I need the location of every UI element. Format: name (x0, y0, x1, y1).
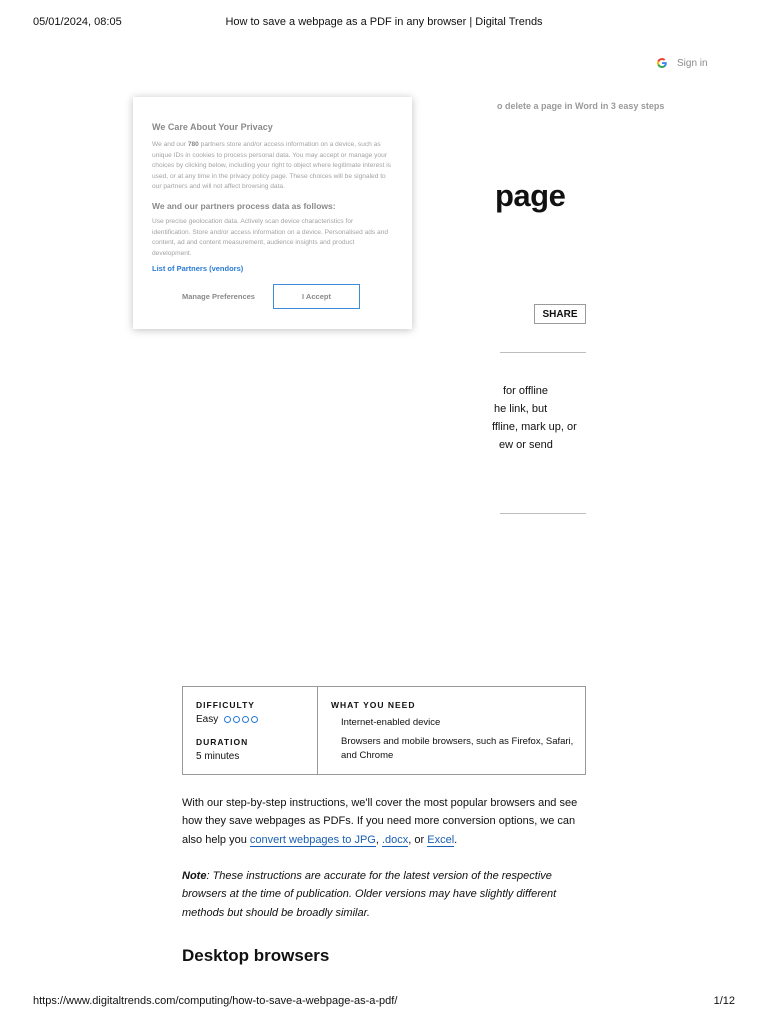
rating-circle-icon (242, 716, 249, 723)
difficulty-rating (224, 716, 258, 723)
intro-line: he link, but (494, 403, 548, 415)
print-page-number: 1/12 (713, 995, 735, 1007)
rating-circle-icon (251, 716, 258, 723)
print-page-title: How to save a webpage as a PDF in any browser | Digital Trends (225, 16, 543, 28)
note-label: Note (182, 870, 207, 882)
consent-subtitle: We and our partners process data as follows: (152, 200, 336, 211)
accept-button[interactable]: I Accept (273, 284, 360, 309)
convert-jpg-link[interactable]: convert webpages to JPG (249, 833, 376, 846)
intro-line: ew or send (499, 439, 553, 451)
rating-circle-icon (233, 716, 240, 723)
consent-title: We Care About Your Privacy (152, 122, 273, 132)
list-item: Browsers and mobile browsers, such as Firefox, Safari, and Chrome (341, 736, 574, 761)
docx-link[interactable]: .docx (381, 833, 409, 846)
info-box (182, 686, 586, 775)
manage-preferences-button[interactable]: Manage Preferences (182, 292, 255, 301)
body-paragraph: With our step-by-step instructions, we'll cover the most popular browsers and see how they save webpages as PDFs. If you need more conversion options, we can also help you convert webpages to JPG, .docx, or Excel. (182, 797, 578, 846)
google-g-icon (656, 57, 668, 69)
print-url: https://www.digitaltrends.com/computing/how-to-save-a-webpage-as-a-pdf/ (33, 995, 398, 1007)
difficulty-label: DIFFICULTY (196, 700, 255, 710)
note-paragraph: Note: These instructions are accurate for the latest version of the respective browsers at the time of publication. Older versions may have slightly different methods but should be broadly similar. (182, 870, 557, 919)
needs-label: WHAT YOU NEED (331, 700, 416, 710)
partners-list-link[interactable]: List of Partners (vendors) (152, 264, 244, 274)
consent-description: We and our 780 partners store and/or access information on a device, such as unique IDs in cookies to process personal data. You may accept or manage your choices by clicking below, including your right to object where legitimate interest is used, or at any time in the privacy policy page. These choices will be signaled to our partners and will not affect browsing data. (152, 141, 391, 191)
info-right-column (318, 687, 585, 774)
print-header (0, 16, 768, 30)
partner-count: 780 (187, 141, 199, 148)
section-heading: Desktop browsers (182, 946, 330, 965)
article-headline: page (495, 178, 566, 213)
info-left-column (183, 687, 318, 774)
difficulty-value (196, 714, 317, 725)
print-datetime: 05/01/2024, 08:05 (33, 16, 122, 28)
related-article-link[interactable]: o delete a page in Word in 3 easy steps (497, 101, 665, 111)
signin-link[interactable] (656, 56, 708, 70)
excel-link[interactable]: Excel (427, 833, 455, 846)
intro-text (490, 382, 590, 454)
needs-list (331, 716, 585, 763)
divider (500, 352, 586, 353)
signin-label: Sign in (677, 57, 708, 69)
intro-line: ffline, mark up, or (492, 421, 577, 433)
share-button[interactable]: SHARE (534, 304, 586, 324)
consent-purposes: Use precise geolocation data. Actively scan device characteristics for identification. Store and/or access information on a device. Personalised ads and content, ad and content measurement, audience insights and product development. (152, 217, 389, 257)
difficulty-text: Easy (196, 714, 219, 725)
rating-circle-icon (224, 716, 231, 723)
duration-value: 5 minutes (196, 751, 240, 762)
intro-line: for offline (503, 385, 549, 397)
print-footer (0, 995, 768, 1009)
privacy-consent-dialog (133, 97, 412, 329)
list-item: Internet-enabled device (341, 717, 441, 728)
divider (500, 513, 586, 514)
duration-label: DURATION (196, 737, 249, 747)
